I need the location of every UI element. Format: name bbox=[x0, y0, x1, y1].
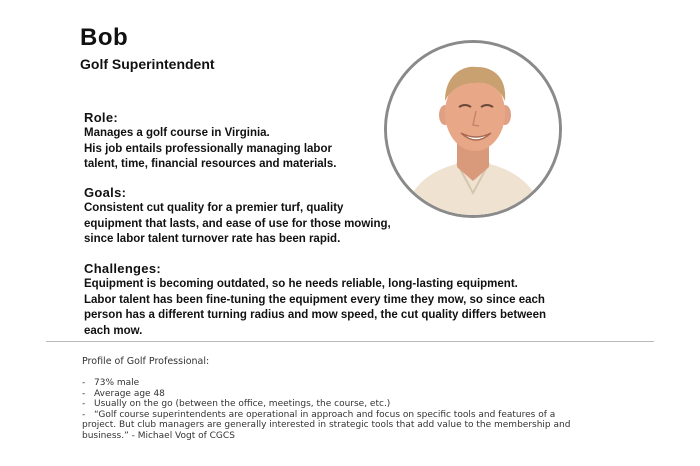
role-line: talent, time, financial resources and materials. bbox=[84, 158, 337, 170]
challenges-line: person has a different turning radius and mow speed, the cut quality differs between bbox=[84, 309, 546, 321]
goals-heading: Goals: bbox=[84, 185, 127, 200]
profile-item bbox=[82, 410, 570, 421]
profile-item bbox=[82, 399, 570, 410]
persona-photo bbox=[384, 40, 562, 218]
goals-line: equipment that lasts, and ease of use for those mowing, bbox=[84, 217, 391, 230]
persona-name: Bob bbox=[80, 24, 129, 51]
challenges-line: Equipment is becoming outdated, so he needs reliable, long-lasting equipment. bbox=[84, 278, 518, 290]
profile-item-continuation: project. But club managers are generally interested in strategic tools that add value to the membership and bbox=[82, 420, 571, 430]
challenges-line: Labor talent has been fine-tuning the equipment every time they mow, so since each bbox=[84, 293, 545, 306]
challenges-section bbox=[84, 261, 546, 339]
profile-item bbox=[82, 389, 570, 400]
profile-heading: Profile of Golf Professional: bbox=[82, 356, 210, 367]
profile-item-text: 73% male bbox=[94, 378, 140, 388]
persona-portrait-illustration bbox=[387, 43, 559, 215]
profile-item-text: “Golf course superintendents are operational in approach and focus on specific tools and features of a bbox=[94, 409, 556, 420]
profile-list bbox=[82, 378, 570, 441]
profile-item-text: Average age 48 bbox=[94, 388, 165, 399]
challenges-line: each mow. bbox=[84, 324, 143, 337]
role-section bbox=[84, 110, 336, 173]
goals-line: since labor talent turnover rate has been rapid. bbox=[84, 233, 341, 245]
bullet-dash: - bbox=[82, 388, 86, 399]
profile-item-text: Usually on the go (between the office, meetings, the course, etc.) bbox=[94, 399, 391, 409]
role-line: His job entails professionally managing labor bbox=[84, 142, 332, 155]
profile-item-continuation: business.” - Michael Vogt of CGCS bbox=[82, 430, 235, 441]
section-divider bbox=[46, 341, 654, 342]
bullet-dash: - bbox=[82, 399, 86, 409]
bullet-dash: - bbox=[82, 378, 86, 388]
goals-section bbox=[84, 185, 391, 248]
bullet-dash: - bbox=[82, 409, 86, 420]
goals-line: Consistent cut quality for a premier turf, quality bbox=[84, 202, 344, 214]
challenges-heading: Challenges: bbox=[84, 261, 161, 276]
profile-item bbox=[82, 378, 570, 389]
role-heading: Role: bbox=[84, 110, 118, 125]
persona-title: Golf Superintendent bbox=[80, 56, 215, 72]
role-line: Manages a golf course in Virginia. bbox=[84, 127, 270, 139]
profile-block bbox=[82, 356, 570, 441]
